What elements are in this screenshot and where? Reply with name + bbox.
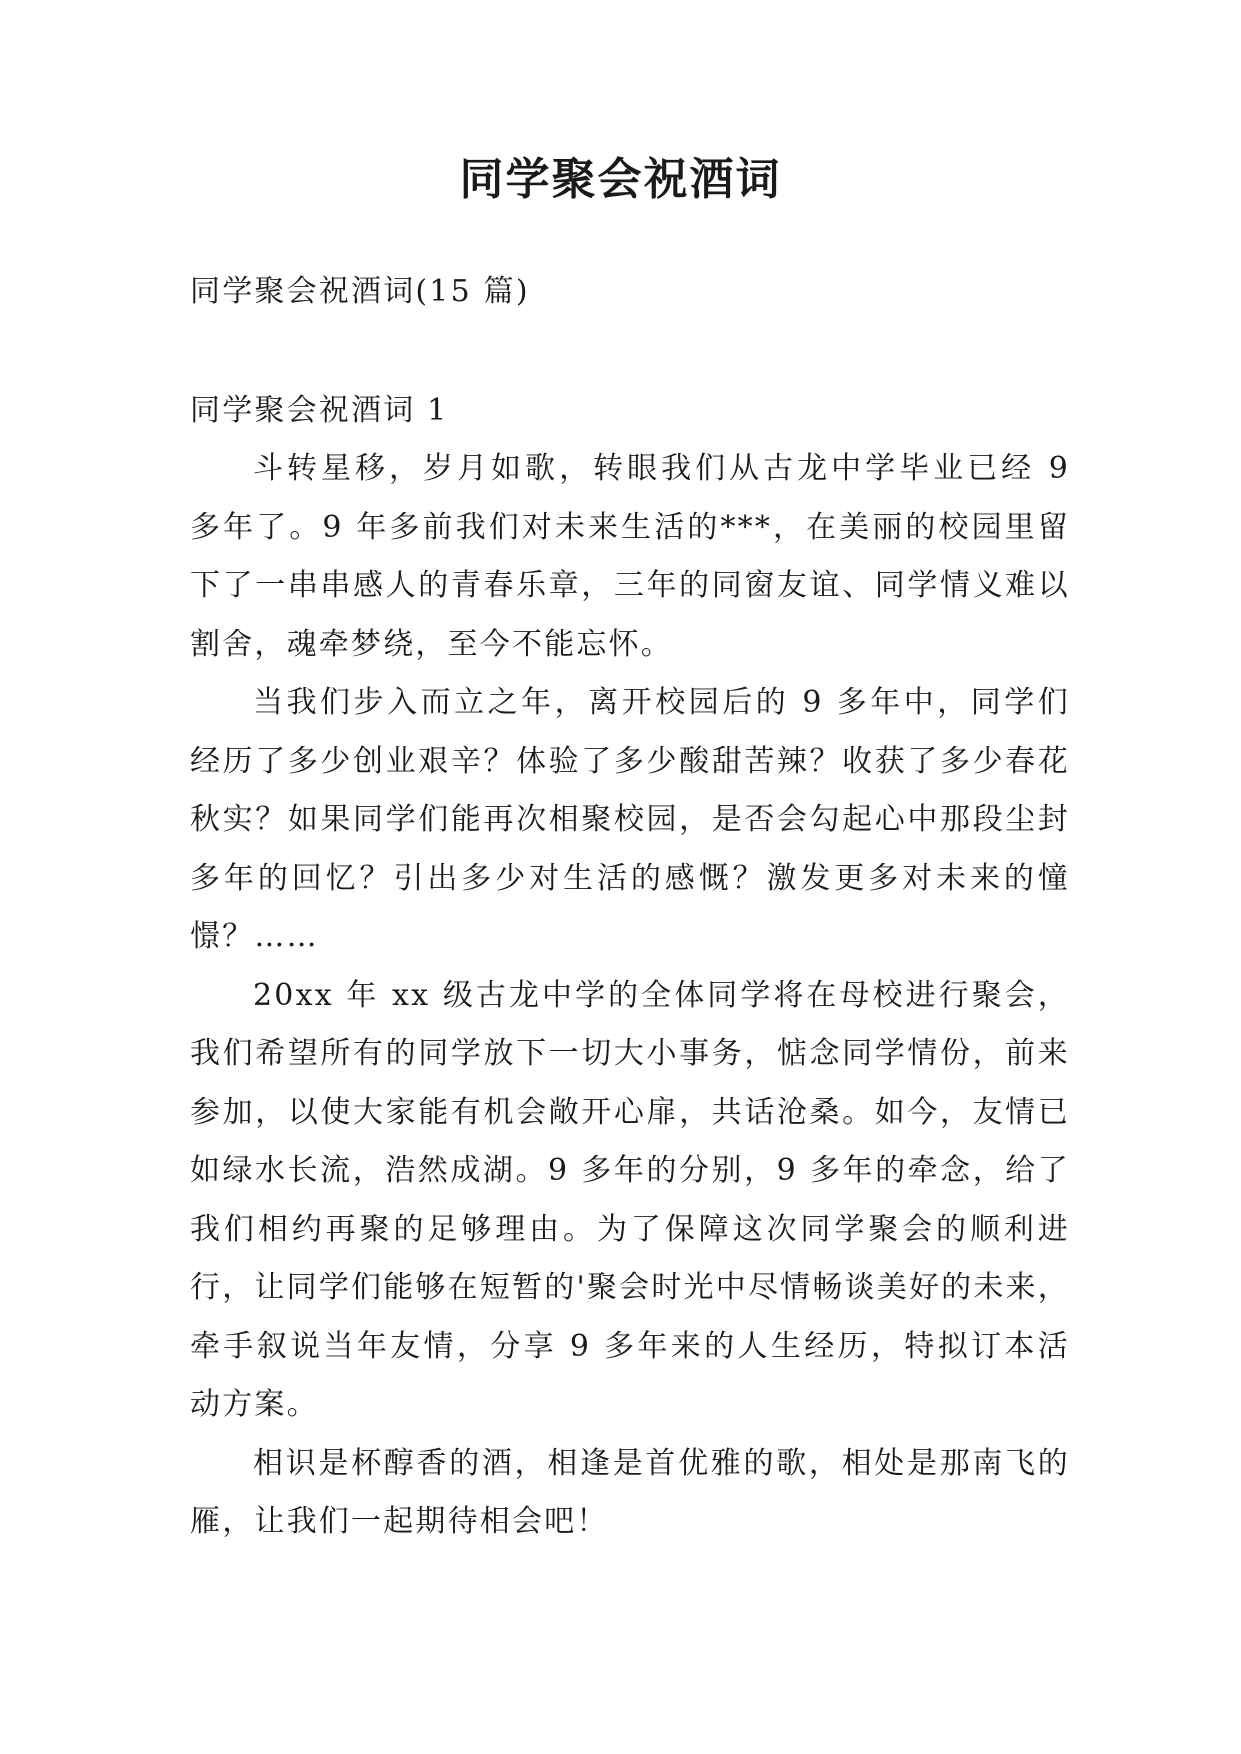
paragraph: 相识是杯醇香的酒，相逢是首优雅的歌，相处是那南飞的雁，让我们一起期待相会吧！ (190, 1445, 1070, 1539)
document-body (190, 263, 1070, 1552)
paragraph: 斗转星移，岁月如歌，转眼我们从古龙中学毕业已经 9 多年了。9 年多前我们对未来生活的***，在美丽的校园里留下了一串串感人的青春乐章，三年的同窗友谊、同学情义难以割舍，魂牵梦绕，至今不能忘怀。 (190, 451, 1070, 662)
paragraph: 当我们步入而立之年，离开校园后的 9 多年中，同学们经历了多少创业艰辛？体验了多少酸甜苦辣？收获了多少春花秋实？如果同学们能再次相聚校园，是否会勾起心中那段尘封多年的回忆？引出多少对生活的感慨？激发更多对未来的憧憬？…… (190, 685, 1070, 954)
paragraph: 20xx 年 xx 级古龙中学的全体同学将在母校进行聚会，我们希望所有的同学放下一切大小事务，惦念同学情份，前来参加，以使大家能有机会敞开心扉，共话沧桑。如今，友情已如绿水长流，浩然成湖。9 多年的分别，9 多年的牵念，给了我们相约再聚的足够理由。为了保障这次同学聚会的顺利进行，让同学们能够在短暂的'聚会时光中尽情畅谈美好的未来，牵手叙说当年友情，分享 9 多年来的人生经历，特拟订本活动方案。 (190, 977, 1070, 1422)
document-subtitle: 同学聚会祝酒词(15 篇) (190, 274, 530, 309)
section-heading: 同学聚会祝酒词 1 (190, 392, 449, 428)
document-title: 同学聚会祝酒词 (459, 154, 782, 205)
